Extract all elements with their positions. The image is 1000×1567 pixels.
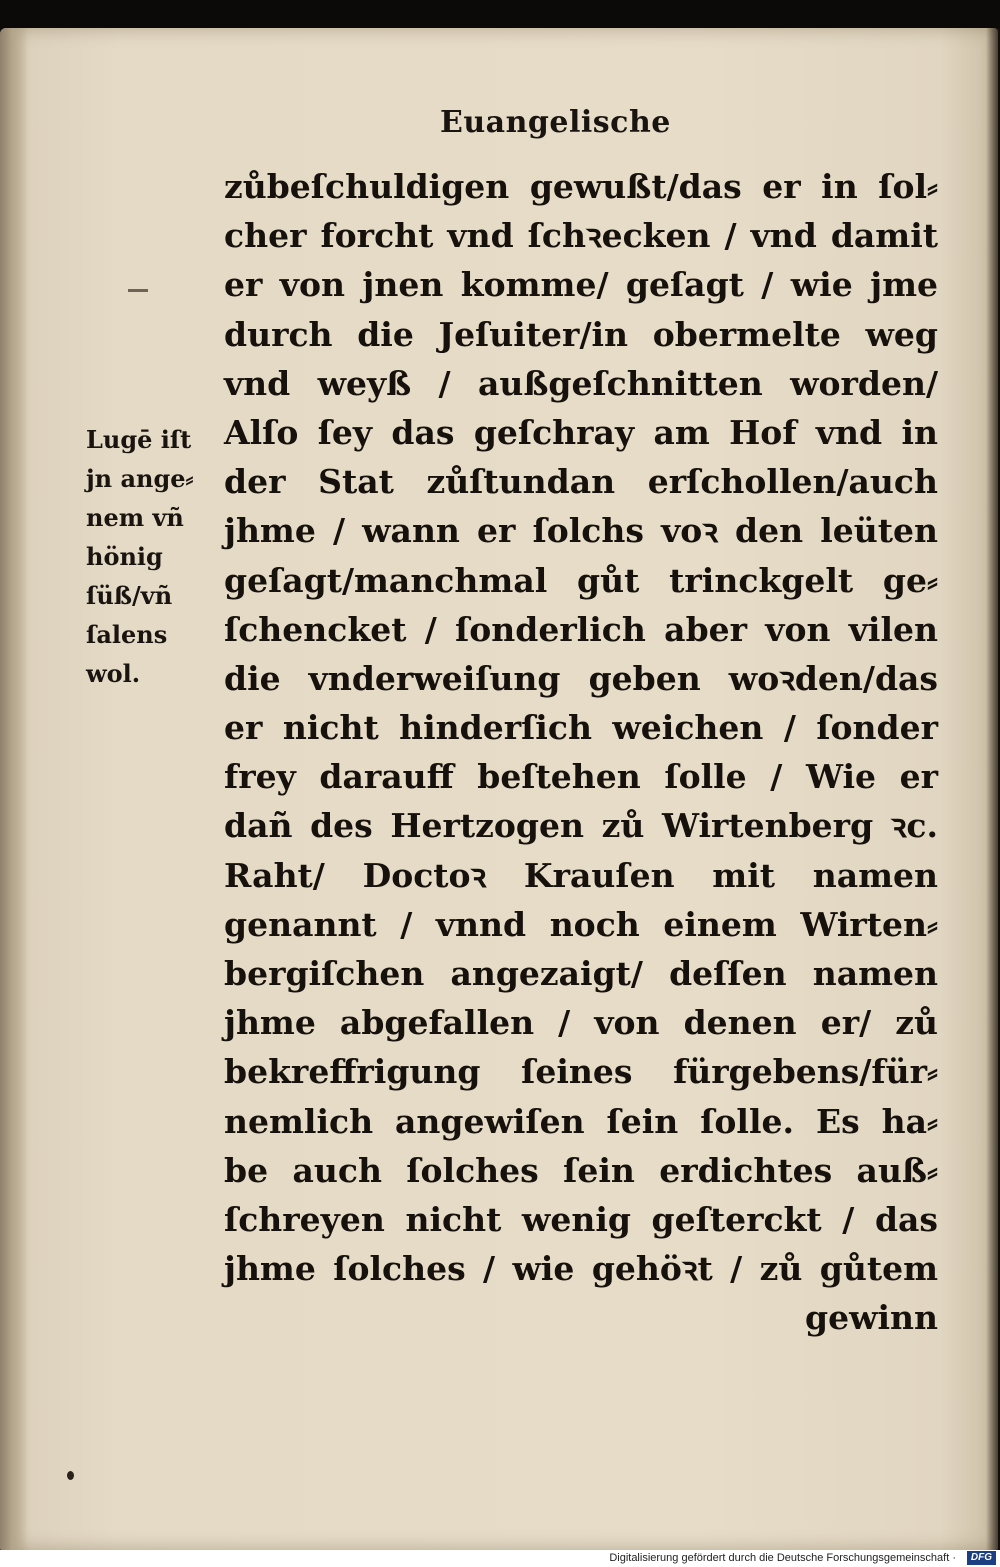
text-line: bekreffrigung ſeines fürgebens/für⸗ — [224, 1052, 938, 1092]
text-line: er nicht hinderſich weichen / ſonder — [224, 708, 938, 748]
footer-credit: Digitalisierung gefördert durch die Deutsche Forschungsgemeinschaft · — [609, 1552, 956, 1564]
text-line: vnd weyß / außgeſchnitten worden/ — [224, 363, 938, 403]
running-head: Euangelische — [440, 105, 671, 140]
marginal-note — [86, 420, 216, 693]
marginal-line: ſalens — [86, 620, 168, 649]
marginal-line: jn ange⸗ — [86, 464, 194, 493]
page-gutter — [0, 28, 28, 1550]
text-line: geſagt/manchmal gůt trinckgelt ge⸗ — [224, 560, 938, 600]
text-line: Raht/ Doctoꝛ Krauſen mit namen — [224, 855, 938, 895]
text-line: jhme abgefallen / von denen er/ zů — [224, 1003, 938, 1043]
text-line: bergiſchen angezaigt/ deſſen namen — [224, 954, 938, 993]
text-line: cher forcht vnd ſchꝛecken / vnd damit — [224, 216, 938, 256]
text-line: jhme ſolches / wie gehöꝛt / zů gůtem — [224, 1249, 938, 1289]
text-line: ſchreyen nicht wenig geſterckt / das — [224, 1199, 938, 1239]
text-line: nemlich angewiſen ſein ſolle. Es ha⸗ — [224, 1101, 938, 1141]
ink-spot — [67, 1471, 74, 1480]
text-line: er von jnen komme/ geſagt / wie jme — [224, 265, 938, 305]
text-line: Alſo ſey das geſchray am Hof vnd in — [224, 412, 938, 452]
marginal-line: hönig — [86, 542, 163, 571]
text-line: die vnderweiſung geben woꝛden/das — [224, 658, 938, 698]
body-text — [224, 162, 938, 1343]
marginal-line: nem vñ — [86, 503, 184, 532]
text-line: ſchencket / ſonderlich aber von vilen — [224, 609, 938, 649]
marginal-line: wol. — [86, 659, 141, 688]
catchword: gewinn — [805, 1298, 938, 1338]
text-line: jhme / wann er ſolchs voꝛ den leüten — [224, 511, 938, 551]
text-line: zůbeſchuldigen gewußt/das er in ſol⸗ — [224, 167, 938, 206]
text-line: der Stat zůſtundan erſchollen/auch — [224, 462, 938, 502]
text-line: genannt / vnnd noch einem Wirten⸗ — [224, 904, 938, 944]
text-line: be auch ſolches ſein erdichtes auß⸗ — [224, 1150, 938, 1190]
page-edge-shadow — [986, 28, 1000, 1550]
text-line: frey darauff beſtehen ſolle / Wie er — [224, 757, 938, 797]
margin-dash — [128, 289, 148, 292]
dfg-logo: DFG — [967, 1551, 996, 1565]
marginal-line: Lugē iſt — [86, 425, 192, 454]
marginal-line: ſüß/vñ — [86, 581, 173, 610]
text-line: dañ des Hertzogen zů Wirtenberg ꝛc. — [224, 806, 938, 846]
text-line: durch die Jeſuiter/in obermelte weg — [224, 314, 938, 354]
